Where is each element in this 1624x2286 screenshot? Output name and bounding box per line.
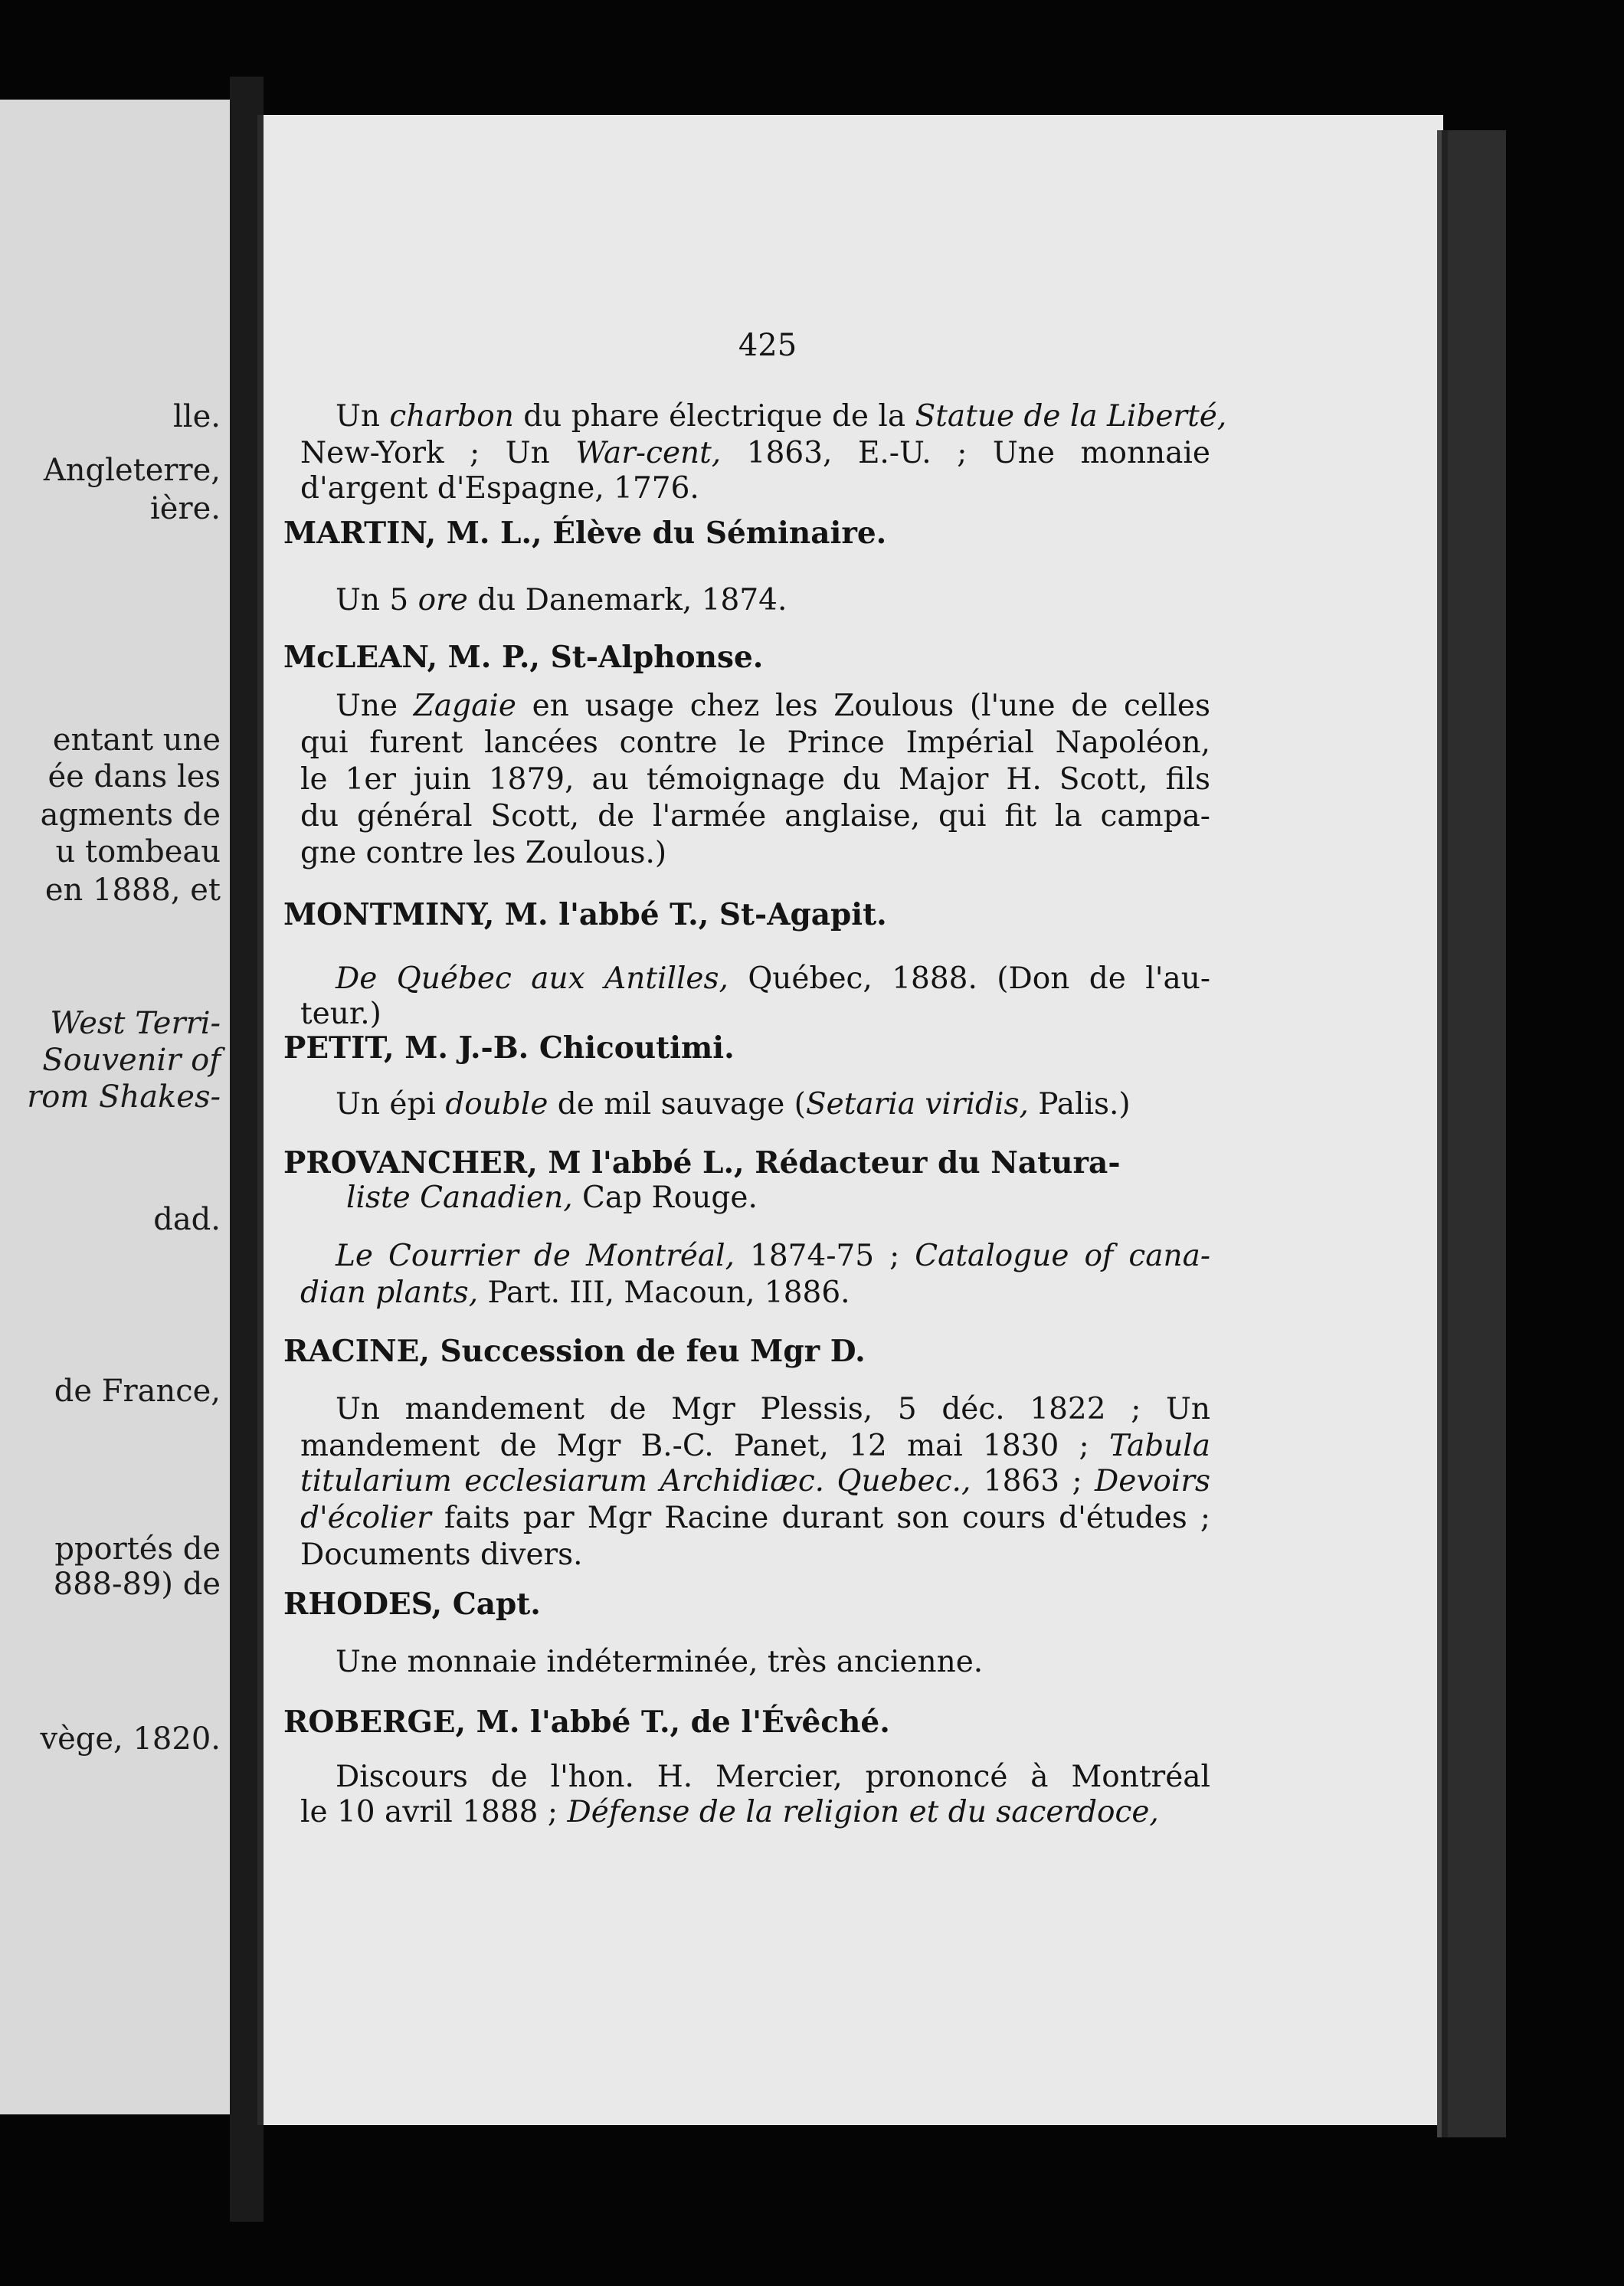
text-run: De Québec aux Antilles, (336, 961, 729, 996)
text-run: Cap Rouge. (572, 1181, 758, 1215)
left-page-line: dad. (153, 1202, 221, 1237)
entry-line (336, 1238, 1210, 1275)
left-page-line: Souvenir of (42, 1043, 221, 1078)
left-page-line: West Terri- (50, 1006, 221, 1041)
text-run: dian plants, (300, 1276, 479, 1310)
donor-heading: MONTMINY, M. l'abbé T., St-Agapit. (283, 897, 887, 932)
entry-line (300, 996, 381, 1033)
donor-heading: PROVANCHER, M l'abbé L., Rédacteur du Natura- (283, 1145, 1121, 1181)
left-page-line: lle. (173, 399, 221, 434)
donor-heading: ROBERGE, M. l'abbé T., de l'Évêché. (283, 1705, 890, 1740)
text-run: New-York ; Un (300, 436, 576, 470)
text-run: titularium ecclesiarum Archidiæc. Quebec., (300, 1464, 971, 1498)
entry-line (336, 1759, 1210, 1796)
entry-line (300, 798, 1210, 835)
text-run: qui furent lancées contre le Prince Impérial Napoléon, (300, 725, 1210, 760)
left-page-line: u tombeau (55, 834, 221, 870)
entry-line (300, 435, 1210, 472)
text-run: Catalogue of cana- (915, 1239, 1211, 1273)
text-run: double (445, 1087, 548, 1122)
donor-heading: MARTIN, M. L., Élève du Séminaire. (283, 516, 887, 551)
text-run: gne contre les Zoulous.) (300, 836, 667, 870)
left-page-line: pportés de (54, 1531, 221, 1567)
text-run: Tabula (1108, 1429, 1210, 1463)
left-page (0, 100, 230, 2114)
entry-line (336, 582, 1210, 619)
text-run: faits par Mgr Racine durant son cours d'études ; (431, 1501, 1210, 1535)
entry-line (300, 1500, 1210, 1537)
text-run: Un épi (336, 1087, 446, 1122)
text-run: charbon (389, 399, 514, 434)
entry-line (336, 688, 1210, 725)
donor-heading: RHODES, Capt. (283, 1587, 541, 1622)
text-run: Setaria viridis, (805, 1087, 1029, 1122)
entry-line (336, 1086, 1210, 1123)
left-page-line: entant une (52, 722, 221, 758)
text-run: de mil sauvage ( (548, 1087, 806, 1122)
text-run: 1863 ; (971, 1464, 1095, 1498)
text-run: teur.) (300, 997, 381, 1031)
text-run: Palis.) (1028, 1087, 1131, 1122)
text-run: ore (417, 583, 468, 617)
text-run: du général Scott, de l'armée anglaise, qui fit la campa- (300, 799, 1210, 834)
text-run: Le Courrier de Montréal, (336, 1239, 735, 1273)
left-page-line: rom Shakes- (27, 1079, 221, 1115)
entry-line (300, 1275, 850, 1312)
left-page-line: ière. (150, 491, 221, 526)
text-run: en usage chez les Zoulous (l'une de celles (516, 689, 1210, 723)
text-run: Un (336, 399, 390, 434)
entry-line (336, 1391, 1210, 1428)
entry-line (300, 470, 699, 507)
text-run: Part. III, Macoun, 1886. (478, 1276, 850, 1310)
entry-line (336, 961, 1210, 997)
text-run: Zagaie (413, 689, 516, 723)
text-run: Statue de la Liberté, (915, 399, 1227, 434)
text-run: Défense de la religion et du sacerdoce, (567, 1795, 1159, 1829)
entry-line (300, 1794, 1159, 1831)
entry-line (300, 725, 1210, 761)
text-run: 1863, E.-U. ; Une monnaie (721, 436, 1210, 470)
text-run: Une (336, 689, 414, 723)
entry-line (300, 1463, 1210, 1500)
entry-line (300, 1428, 1210, 1465)
text-run: Discours de l'hon. H. Mercier, prononcé à Montréal (336, 1760, 1210, 1794)
donor-heading: RACINE, Succession de feu Mgr D. (283, 1334, 866, 1369)
left-page-line: 888-89) de (53, 1567, 221, 1602)
text-run: Une monnaie indéterminée, très ancienne. (336, 1645, 984, 1679)
text-run: d'argent d'Espagne, 1776. (300, 471, 699, 506)
entry-line (300, 761, 1210, 798)
entry-line (336, 398, 1227, 435)
entry-line (336, 1644, 1210, 1681)
text-run: mandement de Mgr B.-C. Panet, 12 mai 1830 ; (300, 1429, 1109, 1463)
left-page-line: agments de (40, 797, 221, 833)
left-page-line: vège, 1820. (40, 1721, 221, 1757)
text-run: 1874-75 ; (735, 1239, 915, 1273)
text-run: du phare électrique de la (513, 399, 915, 434)
donor-heading: McLEAN, M. P., St-Alphonse. (283, 640, 764, 675)
entry-line (300, 1537, 583, 1574)
donor-heading: PETIT, M. J.-B. Chicoutimi. (283, 1030, 735, 1066)
page-edge (1437, 130, 1506, 2137)
text-run: le 1er juin 1879, au témoignage du Major H. Scott, fils (300, 762, 1210, 797)
text-run: du Danemark, 1874. (467, 583, 787, 617)
page-number: 425 (738, 328, 797, 363)
left-page-line: en 1888, et (44, 873, 221, 908)
text-run: le 10 avril 1888 ; (300, 1795, 568, 1829)
text-run: liste Canadien, (346, 1181, 573, 1215)
text-run: Documents divers. (300, 1538, 583, 1572)
text-run: War-cent, (575, 436, 722, 470)
left-page-line: ée dans les (47, 759, 221, 794)
left-page-line: de France, (54, 1374, 221, 1409)
donor-heading-cont (346, 1180, 758, 1217)
left-page-line: Angleterre, (43, 453, 221, 488)
text-run: Québec, 1888. (Don de l'au- (728, 961, 1210, 996)
text-run: Un 5 (336, 583, 418, 617)
text-run: Devoirs (1095, 1464, 1210, 1498)
text-run: d'écolier (300, 1501, 431, 1535)
text-run: Un mandement de Mgr Plessis, 5 déc. 1822 ; Un (336, 1392, 1210, 1426)
entry-line (300, 835, 666, 872)
